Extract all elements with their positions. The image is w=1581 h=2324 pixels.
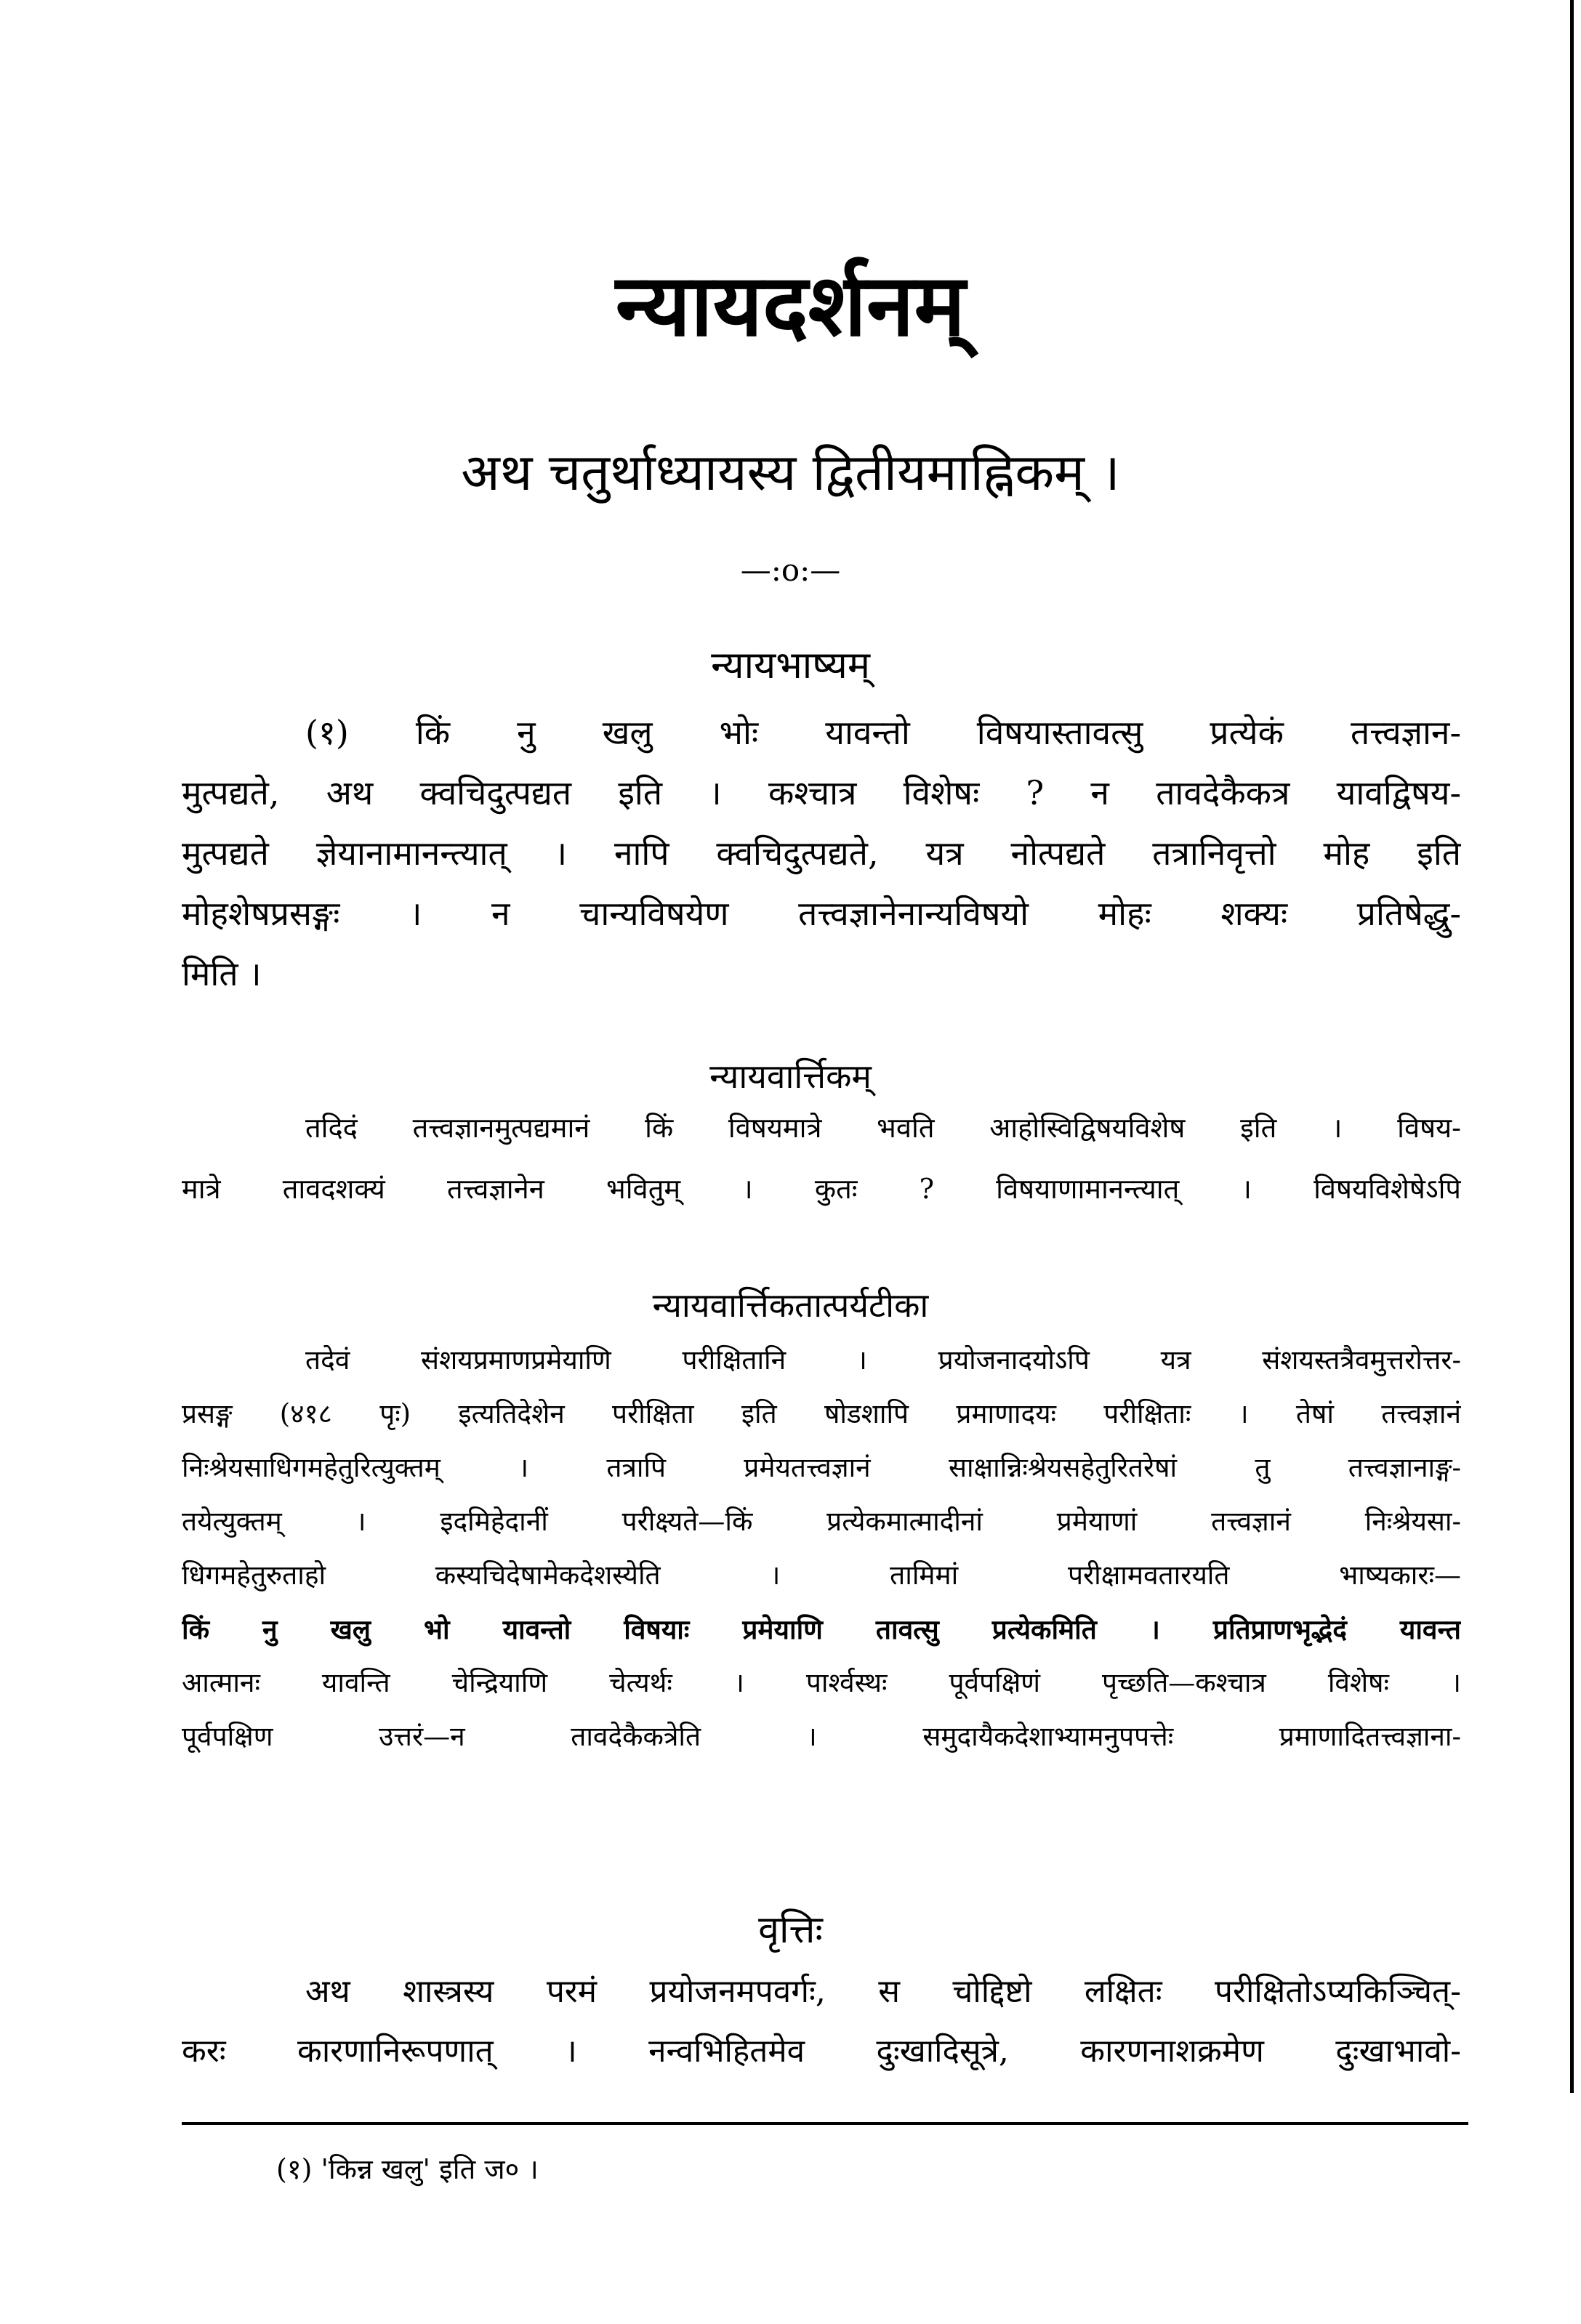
text-line: मुत्पद्यते ज्ञेयानामानन्त्यात् । नापि क्वचिदुत्पद्यते, यत्र नोत्पद्यते तत्रानिवृत्तो मोह इति [182,834,1461,873]
vritti-text [182,1962,1461,2081]
text-line: तदेवं संशयप्रमाणप्रमेयाणि परीक्षितानि । प्रयोजनादयोऽपि यत्र संशयस्तत्रैवमुत्तरोत्तर- [305,1344,1461,1376]
section-divider: —:o:— [740,552,841,588]
text-line: किं नु खलु भो यावन्तो विषयाः प्रमेयाणि तावत्सु प्रत्येकमिति । प्रतिप्राणभृद्भेदं यावन्त [182,1613,1461,1645]
text-line: प्रसङ्ग (४१८ पृः) इत्यतिदेशेन परीक्षिता इति षोडशापि प्रमाणादयः परीक्षिताः । तेषां तत्त्वज्ञानं [182,1398,1461,1429]
text-line: मिति । [182,954,262,993]
text-line: आत्मानः यावन्ति चेन्द्रियाणि चेत्यर्थः । पार्श्वस्थः पूर्वपक्षिणं पृच्छति—कश्चात्र विशेषः । [182,1667,1461,1698]
footnote-rule [182,2122,1468,2125]
text-line: निःश्रेयसाधिगमहेतुरित्युक्तम् । तत्रापि प्रमेयतत्त्वज्ञानं साक्षान्निःश्रेयसहेतुरितरेषां तु तत्त्वज्ञानाङ्ग- [182,1452,1461,1483]
varttika-text [182,1097,1461,1219]
text-line: अथ शास्त्रस्य परमं प्रयोजनमपवर्गः, स चोद्दिष्टो लक्षितः परीक्षितोऽप्यकिञ्चित्- [305,1973,1461,2010]
text-line: मात्रे तावदशक्यं तत्त्वज्ञानेन भवितुम् । कुतः ? विषयाणामानन्त्यात् । विषयविशेषेऽपि [182,1173,1461,1205]
page-title: न्यायदर्शनम् [615,254,966,355]
tika-text [182,1334,1461,1764]
chapter-subtitle: अथ चतुर्थाध्यायस्य द्वितीयमाह्निकम् । [461,443,1120,502]
heading-vritti: वृत्तिः [758,1908,823,1952]
text-line: तयेत्युक्तम् । इदमिहेदानीं परीक्ष्यते—किं प्रत्येकमात्मादीनां प्रमेयाणां तत्त्वज्ञानं निःश्रेयसा- [182,1506,1461,1537]
footnote: (१) 'किन्न खलु' इति ज० । [276,2153,539,2185]
text-line: तदिदं तत्त्वज्ञानमुत्पद्यमानं किं विषयमात्रे भवति आहोस्विद्विषयविशेष इति । विषय- [305,1112,1461,1144]
heading-nyaya-bhashya: न्यायभाष्यम् [711,644,870,687]
text-line: करः कारणानिरूपणात् । नन्वभिहितमेव दुःखादिसूत्रे, कारणनाशक्रमेण दुःखाभावो- [182,2033,1461,2070]
heading-nyaya-varttika: न्यायवार्त्तिकम् [709,1057,872,1096]
text-line: धिगमहेतुरुताहो कस्यचिदेषामेकदेशस्येति । तामिमां परीक्षामवतारयति भाष्यकारः— [182,1560,1461,1591]
text-line: मोहशेषप्रसङ्गः । न चान्यविषयेण तत्त्वज्ञानेनान्यविषयो मोहः शक्यः प्रतिषेद्धु- [182,894,1461,933]
bhashya-text [182,703,1461,1004]
heading-tatparya-tika: न्यायवार्त्तिकतात्पर्यटीका [652,1286,929,1325]
text-line: मुत्पद्यते, अथ क्वचिदुत्पद्यत इति । कश्चात्र विशेषः ? न तावदेकैकत्र यावद्विषय- [182,773,1461,812]
text-line: (१) किं नु खलु भोः यावन्तो विषयास्तावत्सु प्रत्येकं तत्त्वज्ञान- [305,713,1461,752]
text-line: पूर्वपक्षिण उत्तरं—न तावदेकैकत्रेति । समुदायैकदेशाभ्यामनुपपत्तेः प्रमाणादितत्त्वज्ञाना- [182,1721,1461,1752]
